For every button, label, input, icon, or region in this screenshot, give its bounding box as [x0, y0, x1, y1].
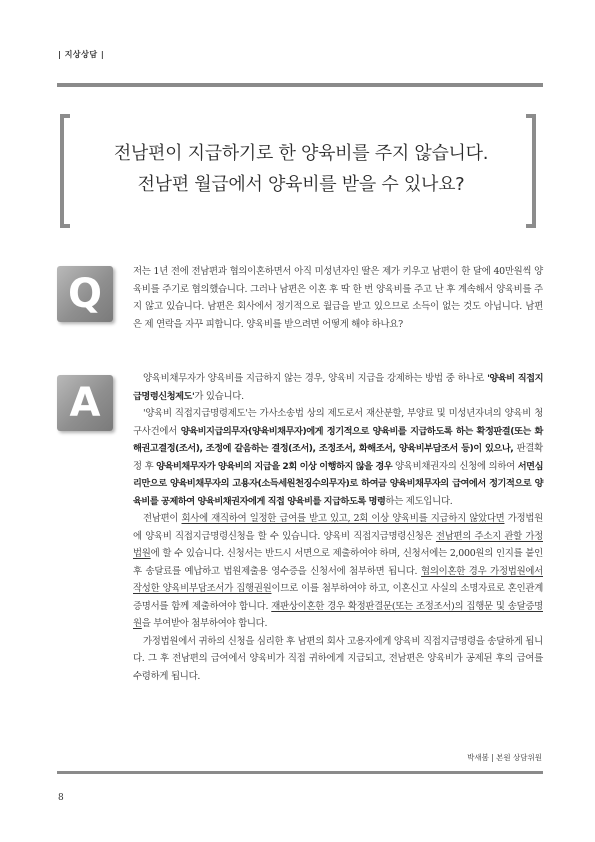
text-run: 을 부여받아 첨부하여야 합니다.	[141, 618, 268, 629]
page-title	[76, 138, 526, 200]
text-run: 에 할 수 있습니다. 신청서는 반드시 서면으로 제출하여야 하며, 신청서에는 2,000원의 인지를 붙인 후 송달료를 예납하고 법원제출용 영수증을 신청서에 첨부하면 됩니다.	[133, 548, 543, 577]
bottom-divider	[57, 771, 543, 774]
underlined-run: 협의이혼한 경우 가정법원에서 작성한 양육비부담조서가 집행권원	[133, 565, 543, 594]
author-credit: 박새봄 | 본원 상담위원	[467, 753, 542, 762]
text-run: 하는 제도입니다.	[385, 495, 453, 507]
text-run: 판결확정 후	[133, 443, 543, 472]
question-text: 저는 1년 전에 전남편과 협의이혼하면서 아직 미성년자인 딸은 제가 키우고 남편이 한 달에 40만원씩 양육비를 주기로 협의했습니다. 그러나 남편은 이혼 후 딱 한 번 양육비를 주고 난 후 계속해서 양육비를 주지 않고 있습니다. 남편은 회사에서 정기적으로 월급을 받고 있으므로 소득이 없는 것도 아닙니다. 남편은 제 연락을 자꾸 피합니다. 양육비를 받으려면 어떻게 해야 하나요?	[133, 266, 543, 330]
question-badge: Q	[57, 266, 113, 322]
underlined-run: 전남편의 주소지 관할 가정법원	[133, 530, 543, 559]
bold-run: '양육비 직접지급명령신청제도'	[133, 373, 544, 402]
answer-paragraph-4: 가정법원에서 귀하의 신청을 심리한 후 남편의 회사 고용자에게 양육비 직접지급명령을 송달하게 됩니다. 그 후 전남편의 급여에서 양육비가 직접 귀하에게 지급되고, 전남편은 양육비가 공제된 후의 급여를 수령하게 됩니다.	[133, 635, 543, 682]
underlined-run: 재판상이혼한 경우 확정판결문(또는 조정조서)의 집행문 및 송달증명원	[133, 600, 543, 629]
bold-run: 양육비채무자가 양육비의 지급을 2회 이상 이행하지 않을 경우	[156, 460, 393, 472]
answer-paragraph-2	[133, 405, 543, 510]
top-divider	[57, 83, 543, 87]
text-run: 양육비채무자가 양육비를 지급하지 않는 경우, 양육비 지급을 강제하는 방법 중 하나로	[143, 373, 488, 384]
answer-body	[133, 370, 543, 685]
answer-paragraph-1	[133, 370, 543, 405]
text-run: 이므로 이를 첨부하여야 하고, 이혼신고 사실의 소명자료로 혼인관계증명서를 함께 제출하여야 합니다.	[133, 583, 543, 612]
title-bracket-left	[60, 114, 70, 228]
bold-run: 양육비지급의무자(양육비채무자)에게 정기적으로 양육비를 지급하도록 하는 확정판결(또는 화해권고결정(조서), 조정에 갈음하는 결정(조서), 조정조서, 화해조서, 양육비부담조서 등)이 있으나,	[133, 425, 543, 454]
section-label: | 지상상담 |	[58, 50, 105, 59]
title-bracket-right	[526, 114, 536, 228]
title-line-1: 전남편이 지급하기로 한 양육비를 주지 않습니다.	[113, 143, 489, 164]
text-run: 가 있습니다.	[194, 390, 244, 402]
underlined-run: 회사에 재직하여 일정한 급여를 받고 있고, 2회 이상 양육비를 지급하지 않았다면	[181, 513, 505, 524]
text-run: 전남편이	[143, 513, 182, 524]
page-number: 8	[58, 793, 64, 803]
title-line-2: 전남편 월급에서 양육비를 받을 수 있나요?	[137, 174, 465, 195]
answer-badge: A	[57, 375, 113, 431]
answer-paragraph-3	[133, 510, 543, 633]
text-run: 가정법원에 양육비 직접지급명령신청을 할 수 있습니다. 양육비 직접지급명령신청은	[133, 513, 543, 542]
text-run: '양육비 직접지급명령제도'는 가사소송법 상의 제도로서 재산분할, 부양료 및 미성년자녀의 양육비 청구사건에서	[133, 408, 543, 437]
bold-run: 서면심리만으로 양육비채무자의 고용자(소득세원천징수의무자)로 하여금 양육비채무자의 급여에서 정기적으로 양육비를 공제하여 양육비채권자에게 직접 양육비를 지급하도록 명령	[133, 460, 544, 507]
text-run: 양육비채권자의 신청에 의하여	[392, 460, 518, 472]
